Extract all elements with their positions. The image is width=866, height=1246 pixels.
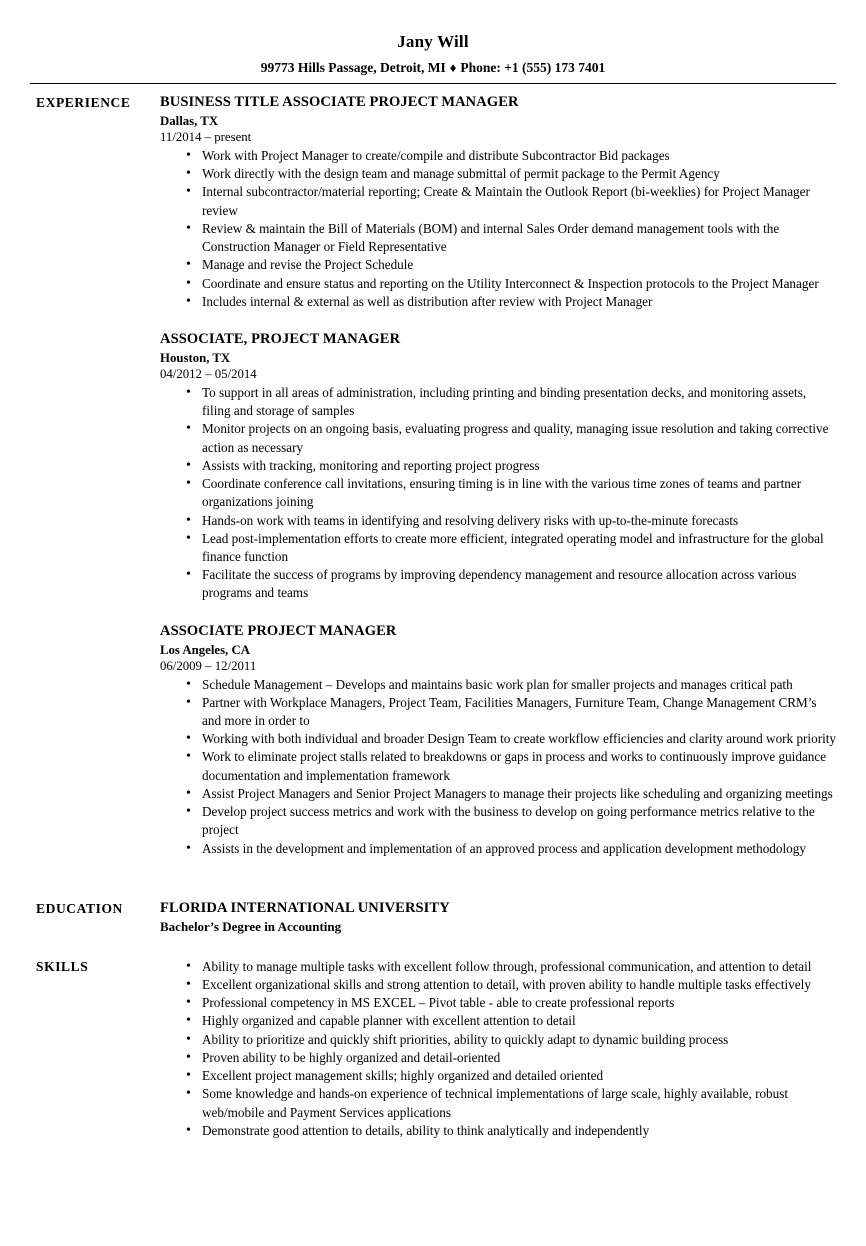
list-item: • Facilitate the success of programs by improving dependency management and resource allocation across various programs and teams: [186, 566, 836, 602]
list-item: • Work with Project Manager to create/compile and distribute Subcontractor Bid packages: [186, 147, 836, 165]
list-item: • Hands-on work with teams in identifying and resolving delivery risks with up-to-the-minute forecasts: [186, 512, 836, 530]
list-item: • Highly organized and capable planner with excellent attention to detail: [186, 1012, 836, 1030]
section-label-skills: SKILLS: [36, 958, 89, 974]
job-location: Los Angeles, CA: [160, 642, 250, 657]
job-bullets: [160, 384, 836, 603]
contact-line: [30, 60, 836, 76]
section-education: [30, 900, 836, 935]
list-item: • Work to eliminate project stalls related to breakdowns or gaps in process and works to continuously improve guidance documentation and implementation framework: [186, 748, 836, 784]
list-item: • Lead post-implementation efforts to create more efficient, integrated operating model and infrastructure for the global finance function: [186, 530, 836, 566]
contact-phone: Phone: +1 (555) 173 7401: [460, 60, 606, 75]
list-item: • Manage and revise the Project Schedule: [186, 256, 836, 274]
job-entry: [160, 623, 836, 858]
list-item: • Work directly with the design team and manage submittal of permit package to the Permit Agency: [186, 165, 836, 183]
list-item: • Assists with tracking, monitoring and reporting project progress: [186, 457, 836, 475]
job-entry: [160, 331, 836, 603]
list-item: • To support in all areas of administration, including printing and binding presentation decks, and monitoring assets, filing and storage of samples: [186, 384, 836, 420]
list-item: • Working with both individual and broader Design Team to create workflow efficiencies and clarity around work priority: [186, 730, 836, 748]
header-divider: [30, 83, 836, 84]
skills-body: [160, 958, 836, 1140]
education-body: [160, 900, 836, 935]
list-item: • Monitor projects on an ongoing basis, evaluating progress and quality, managing issue resolution and taking corrective action as necessary: [186, 420, 836, 456]
list-item: • Includes internal & external as well as distribution after review with Project Manager: [186, 293, 836, 311]
list-item: • Ability to prioritize and quickly shift priorities, ability to quickly adapt to dynamic building process: [186, 1031, 836, 1049]
list-item: • Assist Project Managers and Senior Project Managers to manage their projects like scheduling and organizing meetings: [186, 785, 836, 803]
skills-bullets: [160, 958, 836, 1140]
list-item: • Coordinate and ensure status and reporting on the Utility Interconnect & Inspection protocols to the Project Manager: [186, 275, 836, 293]
list-item: • Proven ability to be highly organized and detail-oriented: [186, 1049, 836, 1067]
job-title: BUSINESS TITLE ASSOCIATE PROJECT MANAGER: [160, 94, 519, 110]
job-location: Houston, TX: [160, 350, 231, 365]
list-item: • Assists in the development and implementation of an approved process and application development methodology: [186, 840, 836, 858]
experience-body: [160, 94, 836, 878]
list-item: • Develop project success metrics and work with the business to develop on going performance metrics relative to the project: [186, 803, 836, 839]
list-item: • Schedule Management – Develops and maintains basic work plan for smaller projects and manages critical path: [186, 676, 836, 694]
list-item: • Excellent organizational skills and strong attention to detail, with proven ability to handle multiple tasks effectively: [186, 976, 836, 994]
list-item: • Ability to manage multiple tasks with excellent follow through, professional communication, and attention to detail: [186, 958, 836, 976]
job-bullets: [160, 147, 836, 311]
job-entry: [160, 94, 836, 311]
education-school: FLORIDA INTERNATIONAL UNIVERSITY: [160, 899, 450, 916]
list-item: • Excellent project management skills; highly organized and detailed oriented: [186, 1067, 836, 1085]
section-experience: [30, 94, 836, 878]
contact-separator-icon: ♦: [449, 60, 457, 75]
list-item: • Professional competency in MS EXCEL – Pivot table - able to create professional reports: [186, 994, 836, 1012]
section-label-education: EDUCATION: [36, 900, 123, 916]
candidate-name: Jany Will: [397, 32, 469, 51]
list-item: • Demonstrate good attention to details, ability to think analytically and independently: [186, 1122, 836, 1140]
list-item: • Some knowledge and hands-on experience of technical implementations of large scale, highly available, robust web/mobile and Payment Services applications: [186, 1085, 836, 1121]
contact-address: 99773 Hills Passage, Detroit, MI: [260, 60, 446, 75]
job-bullets: [160, 676, 836, 858]
job-dates: 06/2009 – 12/2011: [160, 658, 257, 673]
list-item: • Internal subcontractor/material reporting; Create & Maintain the Outlook Report (bi-weeklies) for Project Manager review: [186, 183, 836, 219]
section-skills: [30, 958, 836, 1140]
education-degree: Bachelor’s Degree in Accounting: [160, 918, 342, 934]
list-item: • Review & maintain the Bill of Materials (BOM) and internal Sales Order demand management tools with the Construction Manager or Field Representative: [186, 220, 836, 256]
section-label-experience: EXPERIENCE: [36, 95, 131, 110]
job-location: Dallas, TX: [160, 114, 219, 128]
list-item: • Coordinate conference call invitations, ensuring timing is in line with the various time zones of teams and partner organizations joining: [186, 475, 836, 511]
job-title: ASSOCIATE PROJECT MANAGER: [160, 622, 397, 639]
list-item: • Partner with Workplace Managers, Project Team, Facilities Managers, Furniture Team, Change Management CRM’s and more in order to: [186, 694, 836, 730]
job-title: ASSOCIATE, PROJECT MANAGER: [160, 330, 401, 347]
job-dates: 04/2012 – 05/2014: [160, 366, 257, 381]
job-dates: 11/2014 – present: [160, 130, 252, 144]
